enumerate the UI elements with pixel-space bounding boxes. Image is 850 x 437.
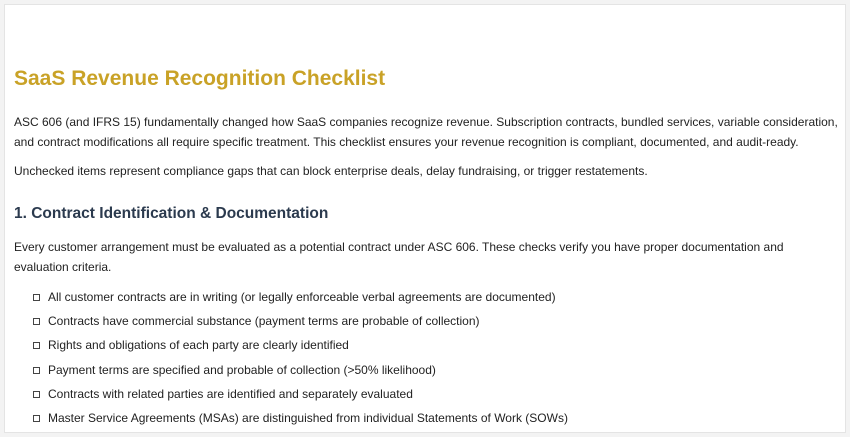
checklist-item-label: Payment terms are specified and probable of collection (>50% likelihood)	[48, 362, 436, 377]
checklist-item-label: Contracts have commercial substance (payment terms are probable of collection)	[48, 314, 480, 329]
checklist	[5, 287, 845, 432]
checklist-item	[5, 360, 845, 384]
checklist-item	[5, 384, 845, 408]
checklist-item-label: All customer contracts are in writing (or legally enforceable verbal agreements are documented)	[48, 290, 556, 304]
checkbox[interactable]	[33, 367, 40, 374]
checkbox[interactable]	[33, 342, 40, 349]
checkbox[interactable]	[33, 294, 40, 301]
checkbox[interactable]	[33, 318, 40, 325]
warning-paragraph: Unchecked items represent compliance gaps that can block enterprise deals, delay fundraising, or trigger restatements.	[14, 164, 648, 178]
checklist-item	[5, 287, 845, 311]
section-description: Every customer arrangement must be evaluated as a potential contract under ASC 606. These checks verify you have proper documentation and evaluation criteria.	[14, 240, 784, 274]
checklist-item	[5, 335, 845, 359]
checklist-item-label: Contracts with related parties are identified and separately evaluated	[48, 386, 413, 401]
checkbox[interactable]	[33, 391, 40, 398]
checkbox[interactable]	[33, 415, 40, 422]
checklist-item	[5, 311, 845, 335]
section-heading: 1. Contract Identification & Documentation	[14, 205, 329, 222]
checklist-item-label: Master Service Agreements (MSAs) are distinguished from individual Statements of Work (SOWs)	[48, 410, 568, 425]
page-title: SaaS Revenue Recognition Checklist	[14, 67, 386, 90]
intro-paragraph: ASC 606 (and IFRS 15) fundamentally changed how SaaS companies recognize revenue. Subscription contracts, bundled services, variable consideration, and contract modifications all require specific treatment. This checklist ensures your revenue recognition is compliant, documented, and audit-ready.	[14, 115, 838, 149]
checklist-item-label: Rights and obligations of each party are clearly identified	[48, 338, 349, 353]
checklist-item	[5, 408, 845, 432]
document-page	[4, 4, 846, 433]
